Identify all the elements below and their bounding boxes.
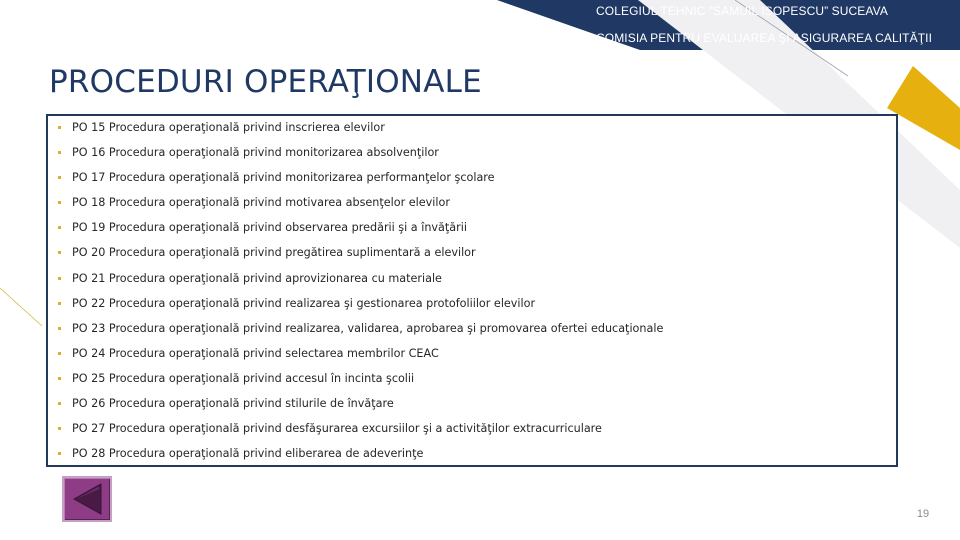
bullet-icon: [58, 302, 61, 305]
bullet-icon: [58, 176, 61, 179]
procedure-item[interactable]: [48, 219, 896, 244]
procedure-label: PO 17 Procedura operaţională privind monitorizarea performanţelor şcolare: [72, 171, 495, 185]
procedure-label: PO 21 Procedura operaţională privind aprovizionarea cu materiale: [72, 271, 442, 285]
procedure-label: PO 26 Procedura operaţională privind stilurile de învăţare: [72, 397, 394, 411]
procedure-label: PO 18 Procedura operaţională privind motivarea absenţelor elevilor: [72, 196, 450, 210]
procedure-item[interactable]: [48, 144, 896, 169]
procedure-item[interactable]: [48, 244, 896, 269]
procedure-item[interactable]: [48, 420, 896, 445]
bullet-icon: [58, 251, 61, 254]
bullet-icon: [58, 277, 61, 280]
procedure-item[interactable]: [48, 270, 896, 295]
bullet-icon: [58, 427, 61, 430]
triangle-left-icon: [64, 478, 110, 520]
procedure-label: PO 16 Procedura operaţională privind monitorizarea absolvenţilor: [72, 146, 439, 160]
procedures-box: [46, 114, 898, 467]
back-button[interactable]: [62, 476, 112, 522]
procedure-label: PO 20 Procedura operaţională privind pregătirea suplimentară a elevilor: [72, 246, 476, 260]
procedure-label: PO 23 Procedura operaţională privind realizarea, validarea, aprobarea şi promovarea ofertei educaţionale: [72, 321, 664, 335]
deco-line-left: [0, 288, 42, 326]
bullet-icon: [58, 201, 61, 204]
procedure-item[interactable]: [48, 295, 896, 320]
bullet-icon: [58, 126, 61, 129]
procedure-list: [48, 116, 896, 470]
bullet-icon: [58, 352, 61, 355]
page-number: 19: [916, 508, 930, 520]
procedure-item[interactable]: [48, 345, 896, 370]
bullet-icon: [58, 151, 61, 154]
procedure-item[interactable]: [48, 169, 896, 194]
procedure-label: PO 22 Procedura operaţională privind realizarea şi gestionarea protofoliilor elevilor: [72, 296, 536, 310]
commission-name: COMISIA PENTRU EVALUAREA ŞI ASIGURAREA CALITĂŢII: [596, 31, 933, 45]
page-title: PROCEDURI OPERAŢIONALE: [49, 64, 482, 100]
procedure-label: PO 19 Procedura operaţională privind observarea predării şi a învăţării: [72, 221, 467, 235]
school-name: COLEGIUL TEHNIC ”SAMUIL ISOPESCU” SUCEAVA: [596, 4, 888, 18]
bullet-icon: [58, 327, 61, 330]
procedure-label: PO 28 Procedura operaţională privind eliberarea de adeverinţe: [72, 447, 424, 461]
procedure-item[interactable]: [48, 119, 896, 144]
procedure-label: PO 27 Procedura operaţională privind desfăşurarea excursiilor şi a activităţilor extracurriculare: [72, 422, 602, 436]
procedure-item[interactable]: [48, 395, 896, 420]
procedure-label: PO 25 Procedura operaţională privind accesul în incinta şcolii: [72, 371, 415, 385]
procedure-item[interactable]: [48, 445, 896, 470]
procedure-item[interactable]: [48, 320, 896, 345]
procedure-label: PO 24 Procedura operaţională privind selectarea membrilor CEAC: [72, 346, 439, 360]
procedure-item[interactable]: [48, 370, 896, 395]
bullet-icon: [58, 377, 61, 380]
bullet-icon: [58, 452, 61, 455]
bullet-icon: [58, 402, 61, 405]
procedure-label: PO 15 Procedura operaţională privind inscrierea elevilor: [72, 121, 385, 134]
bullet-icon: [58, 226, 61, 229]
procedure-item[interactable]: [48, 194, 896, 219]
